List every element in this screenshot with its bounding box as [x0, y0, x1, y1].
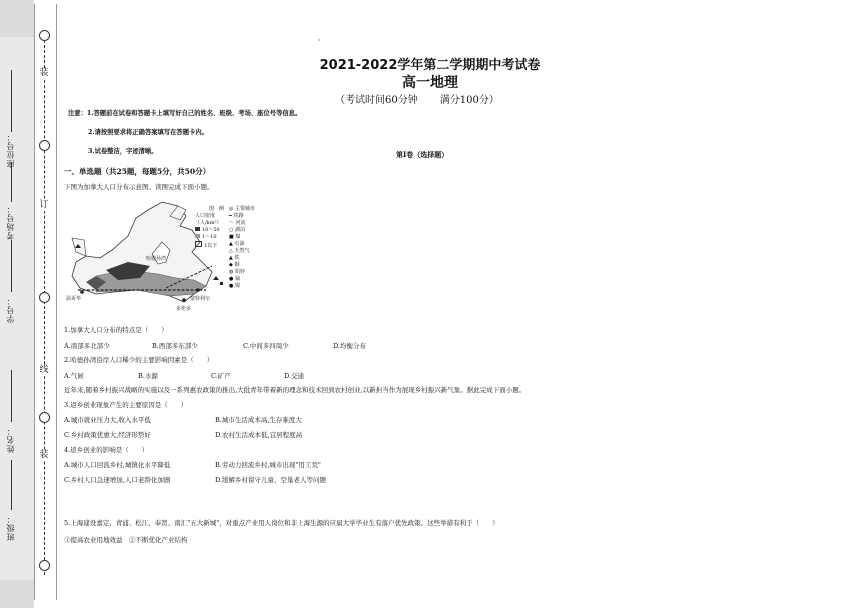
name-line: [11, 370, 12, 422]
note-3: 3.试卷整洁，字迹清晰。: [88, 148, 158, 155]
binding-hole: [39, 140, 50, 151]
exam-subject: 高一地理: [402, 75, 458, 91]
binding-hole: [39, 292, 50, 303]
legend-gas: △ 天然气: [229, 248, 250, 254]
q3-option-a: A.城市就业压力大,收入水平低: [64, 416, 151, 424]
legend-oil: ▲ 石油: [229, 241, 245, 247]
legend-title: 图 例: [209, 206, 225, 212]
dot-mark: ·: [318, 36, 321, 45]
binding-hole: [39, 412, 50, 423]
exam-title: 2021-2022学年第二学期期中考试卷: [319, 58, 541, 73]
legend-copper: ◆ 铜: [229, 262, 240, 268]
q4-option-a: A.城市人口回流乡村,城镇化水平降低: [64, 461, 171, 469]
student-id-label: 学号：: [6, 296, 15, 323]
legend-density-2: 1～10: [195, 234, 225, 241]
q3-option-d: D.农村生活成本低,宜居程度高: [215, 431, 303, 439]
q4-option-d: D.缓解乡村留守儿童、空巢老人等问题: [215, 476, 327, 484]
exam-room-line: [11, 162, 12, 202]
q2-option-b: B.水源: [138, 372, 158, 380]
q4-option-c: C.乡村人口急速增加,人口老龄化加剧: [64, 476, 171, 484]
legend-iron: ▲ 铁: [229, 255, 240, 261]
toronto-label: 多伦多: [176, 306, 192, 312]
passage-2: 近年来,随着乡村振兴战略的实施以及一系列惠农政策的推出,大批青年带着新的理念和技术回到农村创业,以新担当作为展现乡村振兴新气象。据此完成下面小题。: [64, 386, 526, 394]
q1-option-a: A.南部多北部少: [64, 342, 110, 350]
q2-option-d: D.交通: [284, 372, 305, 380]
notes: [68, 104, 301, 161]
q1-option-b: B.西部多东部少: [152, 342, 198, 350]
student-id-line: [11, 240, 12, 292]
binding-char: 线: [37, 365, 51, 376]
legend-coal: ■ 煤: [229, 234, 241, 240]
legend-uranium: ● 铀: [229, 276, 240, 282]
exam-score: 满分100分）: [439, 95, 499, 106]
class-line: [11, 460, 12, 510]
class-label: 班级：: [6, 514, 15, 541]
exam-time-info: [335, 91, 555, 106]
section-title: 第Ⅰ卷（选择题）: [396, 150, 449, 159]
note-2: 2.请按照要求将正确答案填写在答题卡内。: [88, 129, 208, 136]
q2-option-a: A.气候: [64, 372, 84, 380]
binding-char: 装: [37, 450, 51, 461]
map-legend: [195, 206, 255, 289]
q1-option-d: D.均衡分布: [333, 342, 367, 350]
exam-room-label: 考场号：: [6, 204, 15, 240]
vancouver-label: 温哥华: [66, 296, 82, 302]
question-1: 1.加拿大人口分布的特点是（ ）: [64, 326, 168, 334]
question-2: 2.哈德孙湾沿岸人口稀少的主要影响因素是（ ）: [64, 356, 214, 364]
binding-strip-top: [0, 0, 34, 37]
question-4: 4.返乡创业的影响是（ ）: [64, 446, 149, 454]
q4-option-b: B.劳动力回流乡村,城市出现"用工荒": [215, 461, 321, 469]
q1-option-c: C.中间多四周少: [243, 342, 289, 350]
question-3: 3.返乡创业现象产生的主要原因是（ ）: [64, 401, 188, 409]
legend-lake: ○ 湖泊: [229, 227, 245, 233]
name-label: 姓名：: [6, 426, 15, 453]
q5-statements: ①提高农业用地效益 ②不断优化产业结构: [64, 536, 188, 544]
legend-density-label: 人口密度: [195, 213, 216, 219]
q3-option-b: B.城市生活成本高,生存难度大: [215, 416, 302, 424]
legend-city: ◎ 主要城市: [229, 206, 255, 212]
seat-label: 座位号：: [6, 132, 15, 168]
binding-char: 装: [37, 68, 51, 79]
binding-hole: [39, 30, 50, 41]
legend-density-unit: （人/km²）: [195, 220, 222, 226]
binding-hole: [39, 560, 50, 571]
question-5: 5.上海建设嘉定、青浦、松江、奉贤、南汇"五大新城"，对重点产业用人岗位和非上海生源的应届大学毕业生有落户优先政策。这些举措有利于（ ）: [64, 519, 499, 527]
legend-nickel: ● 镍: [229, 283, 240, 289]
legend-density-1: 10～50: [195, 227, 225, 234]
q2-option-c: C.矿产: [211, 372, 231, 380]
binding-char: 订: [37, 200, 51, 211]
binding-strip-bottom: [0, 580, 34, 608]
legend-leadzinc: ◍ 铅锌: [229, 269, 245, 275]
seat-line: [11, 70, 12, 132]
legend-railway: ━ 铁路: [229, 213, 244, 219]
legend-density-3: 1以下: [195, 241, 225, 250]
q3-option-c: C.乡村政策优惠大,经济形势好: [64, 431, 151, 439]
part-title: 一、单选题（共25题，每题5分，共50分）: [64, 167, 211, 176]
montreal-label: 蒙特利尔: [190, 296, 211, 302]
legend-river: ～ 河流: [229, 220, 246, 226]
note-1: 注意：1.答题前在试卷和答题卡上填写好自己的姓名、班级、考场、座位号等信息。: [68, 110, 302, 117]
intro-text: 下图为加拿大人口分布示意图。读图完成下面小题。: [64, 183, 214, 191]
exam-time: （考试时间60分钟: [335, 95, 418, 106]
hudson-bay-label: 哈德孙湾: [146, 256, 167, 262]
